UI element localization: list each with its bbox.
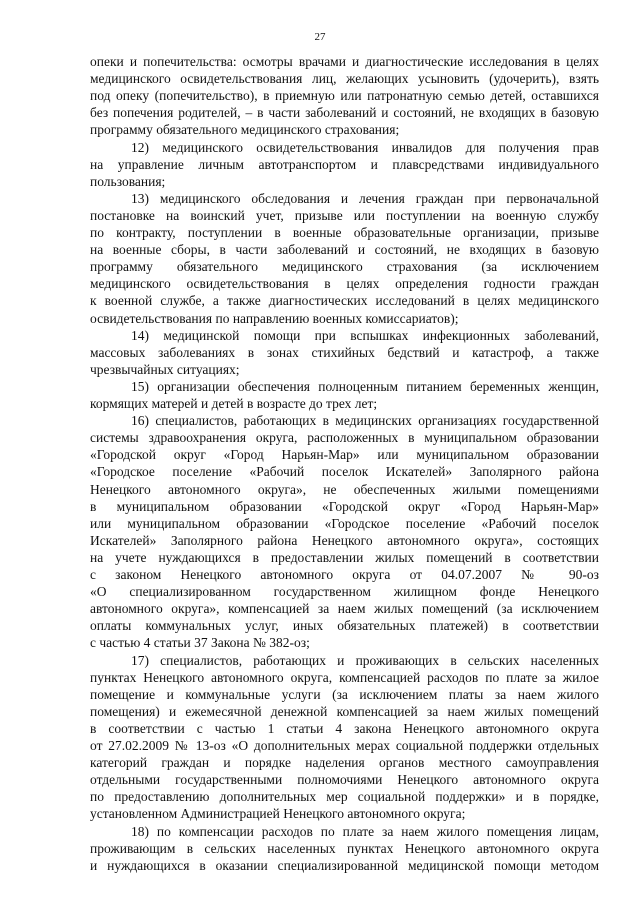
text-line: по предоставлению дополнительных мер социальной поддержки» и в порядке, — [90, 789, 599, 805]
text-line: категорий граждан и порядке наделения органов местного самоуправления — [90, 755, 599, 771]
text-line: медицинского освидетельствования в целях определения годности граждан — [90, 276, 599, 292]
text-line: на управление личным автотранспортом и плавсредствами индивидуального — [90, 156, 599, 172]
text-line: Ненецкого автономного округа», не обеспеченных жилыми помещениями — [90, 481, 599, 497]
text-line: чрезвычайных ситуациях; — [90, 361, 240, 377]
text-line: 12) медицинского освидетельствования инвалидов для получения прав — [131, 139, 599, 155]
text-line: 17) специалистов, работающих и проживающих в сельских населенных — [131, 652, 599, 668]
text-line: «О специализированном государственном жилищном фонде Ненецкого — [90, 584, 599, 600]
text-line: пользования; — [90, 173, 166, 189]
text-line: освидетельствования по направлению военных комиссариатов); — [90, 310, 459, 326]
text-line: автономного округа», компенсацией за наем жилых помещений (за исключением — [90, 601, 599, 617]
text-line: установленном Администрацией Ненецкого автономного округа; — [90, 806, 466, 822]
text-line: на военные сборы, в части заболеваний и состояний, не входящих в базовую — [90, 242, 599, 258]
text-line: оплаты коммунальных услуг, иных обязательных платежей) в соответствии — [90, 618, 599, 634]
text-line: 18) по компенсации расходов по плате за наем жилого помещения лицам, — [131, 823, 599, 839]
text-line: постановке на воинский учет, призыве или поступлении на военную службу — [90, 207, 599, 223]
text-line: 13) медицинского обследования и лечения граждан при первоначальной — [131, 190, 599, 206]
text-line: к военной службе, а также диагностических исследований в целях медицинского — [90, 293, 599, 309]
text-line: проживающим в сельских населенных пунктах Ненецкого автономного округа — [90, 840, 599, 856]
text-line: отдельными государственными полномочиями Ненецкого автономного округа — [90, 772, 599, 788]
text-line: «Городской округ «Город Нарьян-Мар» или муниципальном образовании — [90, 447, 599, 463]
text-line: и нуждающихся в оказании специализированной медицинской помощи методом — [90, 857, 599, 873]
text-line: от 27.02.2009 № 13-оз «О дополнительных мерах социальной поддержки отдельных — [90, 738, 599, 753]
text-line: медицинского освидетельствования лиц, желающих усыновить (удочерить), взять — [90, 71, 599, 87]
text-line: 14) медицинской помощи при вспышках инфекционных заболеваний, — [131, 327, 599, 343]
text-line: массовых заболеваниях в зонах стихийных бедствий и катастроф, а также — [90, 344, 599, 360]
text-line: в соответствии с частью 1 статьи 4 закона Ненецкого автономного округа — [90, 720, 599, 736]
text-line: по контракту, поступлении в военные образовательные организации, призыве — [90, 225, 599, 240]
text-line: помещение и коммунальные услуги (за исключением платы за наем жилого — [90, 686, 599, 702]
text-line: 15) организации обеспечения полноценным питанием беременных женщин, — [131, 378, 599, 394]
text-line: 16) специалистов, работающих в медицинских организациях государственной — [131, 413, 599, 429]
text-line: на учете нуждающихся в предоставлении жилых помещений в соответствии — [90, 549, 599, 565]
text-line: программу обязательного медицинского страхования (за исключением — [90, 259, 599, 275]
text-line: в муниципальном образовании «Городской округ «Город Нарьян-Мар» — [90, 498, 599, 514]
text-line: пунктах Ненецкого автономного округа, компенсацией расходов по плате за жилое — [90, 669, 599, 685]
text-line: «Городское поселение «Рабочий поселок Искателей» Заполярного района — [90, 464, 599, 480]
page-number: 27 — [314, 31, 326, 43]
text-line: системы здравоохранения округа, расположенных в муниципальном образовании — [90, 430, 599, 446]
text-line: без попечения родителей, – в части заболеваний и состояний, не входящих в базовую — [90, 105, 599, 121]
text-line: с законом Ненецкого автономного округа от 04.07.2007 № 90-оз — [90, 567, 599, 582]
text-line: программу обязательного медицинского страхования; — [90, 122, 400, 138]
text-line: помещения) и ежемесячной денежной компенсацией за наем жилых помещений — [90, 703, 599, 719]
text-line: Искателей» Заполярного района Ненецкого автономного округа», состоящих — [90, 532, 599, 548]
text-line: с частью 4 статьи 37 Закона № 382-оз; — [90, 635, 310, 651]
text-line: под опеку (попечительство), в приемную или патронатную семью детей, оставшихся — [90, 88, 599, 104]
text-line: или муниципальном образовании «Городское поселение «Рабочий поселок — [90, 515, 599, 531]
text-line: опеки и попечительства: осмотры врачами и диагностические исследования в целях — [90, 54, 599, 69]
text-line: кормящих матерей и детей в возрасте до трех лет; — [90, 396, 378, 411]
